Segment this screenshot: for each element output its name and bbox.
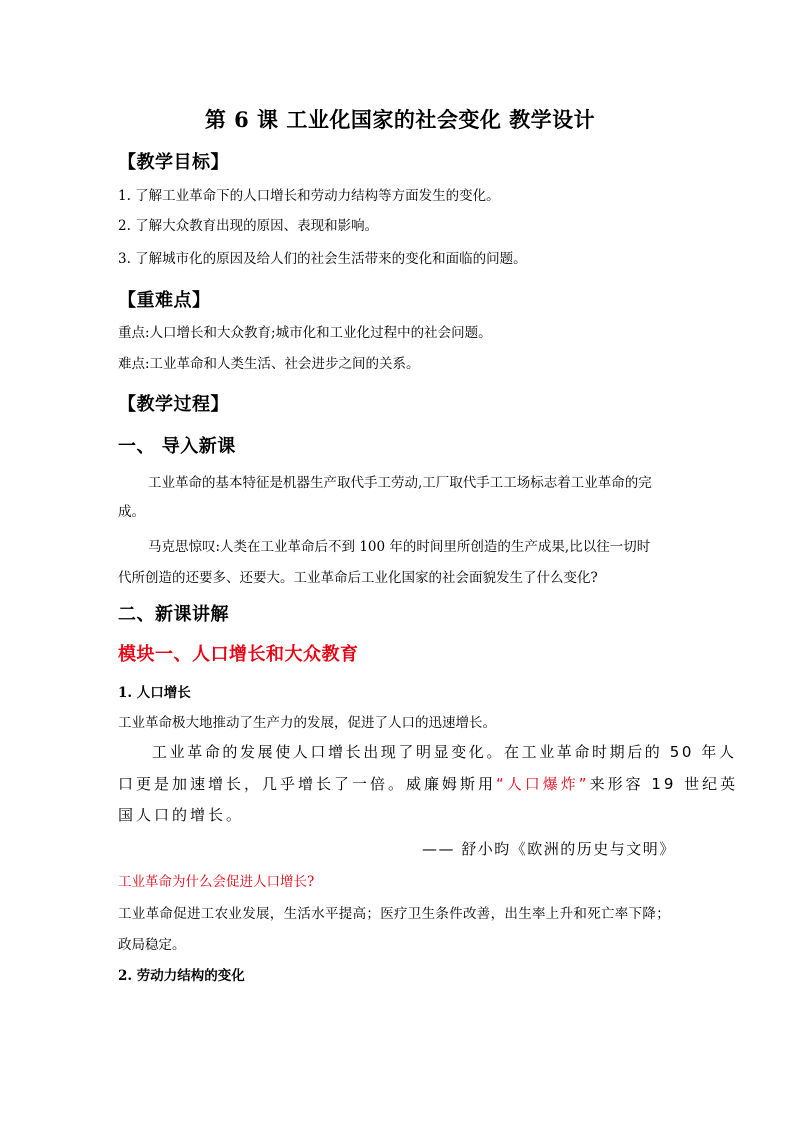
quote-line-2-start: 口更是加速增长，几乎增长了一倍。威廉姆斯用: [118, 775, 497, 793]
sub1-answer-line1: 工业革命促进工农业发展，生活水平提高；医疗卫生条件改善，出生率上升和死亡率下降；: [118, 906, 670, 922]
document-title: 第 6 课 工业化国家的社会变化 教学设计: [204, 107, 596, 132]
section-lecture-heading: 二、新课讲解: [118, 604, 229, 625]
section-intro-heading: 一、 导入新课: [118, 436, 236, 457]
quote-source: —— 舒小昀《欧洲的历史与文明》: [422, 840, 676, 858]
module1-heading: 模块一、人口增长和大众教育: [118, 644, 359, 665]
sub1-text: 工业革命极大地推动了生产力的发展，促进了人口的迅速增长。: [118, 715, 496, 731]
objectives-heading: 【教学目标】: [118, 152, 229, 173]
intro-para2-line1: 马克思惊叹:人类在工业革命后不到 100 年的时间里所创造的生产成果,比以往一切时: [148, 539, 651, 555]
sub1-question: 工业革命为什么会促进人口增长?: [118, 874, 315, 890]
intro-para1-line2: 成。: [118, 504, 145, 520]
objective-item-3: 3. 了解城市化的原因及给人们的社会生活带来的变化和面临的问题。: [118, 251, 527, 267]
intro-para2-line2: 代所创造的还要多、还要大。工业革命后工业化国家的社会面貌发生了什么变化?: [118, 570, 598, 586]
objective-item-2: 2. 了解大众教育出现的原因、表现和影响。: [118, 218, 379, 234]
objective-item-1: 1. 了解工业革命下的人口增长和劳动力结构等方面发生的变化。: [118, 188, 500, 204]
quote-line-2-end: 来形容 19 世纪英: [589, 775, 739, 793]
process-heading: 【教学过程】: [118, 394, 229, 415]
sub1-heading: 1. 人口增长: [118, 685, 191, 701]
key-points-heading: 【重难点】: [118, 290, 211, 311]
quote-line-1: 工业革命的发展使人口增长出现了明显变化。在工业革命时期后的 50 年人: [152, 743, 737, 761]
quote-line-3: 国人口的增长。: [118, 806, 245, 824]
intro-para1-line1: 工业革命的基本特征是机器生产取代手工劳动,工厂取代手工工场标志着工业革命的完: [148, 475, 652, 491]
quote-line-2: [118, 773, 738, 794]
sub1-answer-line2: 政局稳定。: [118, 937, 186, 953]
key-point-text: 重点:人口增长和大众教育;城市化和工业化过程中的社会问题。: [118, 325, 492, 341]
quote-highlight: “人口爆炸”: [496, 775, 590, 793]
sub2-heading: 2. 劳动力结构的变化: [118, 968, 245, 984]
difficult-point-text: 难点:工业革命和人类生活、社会进步之间的关系。: [118, 356, 420, 372]
